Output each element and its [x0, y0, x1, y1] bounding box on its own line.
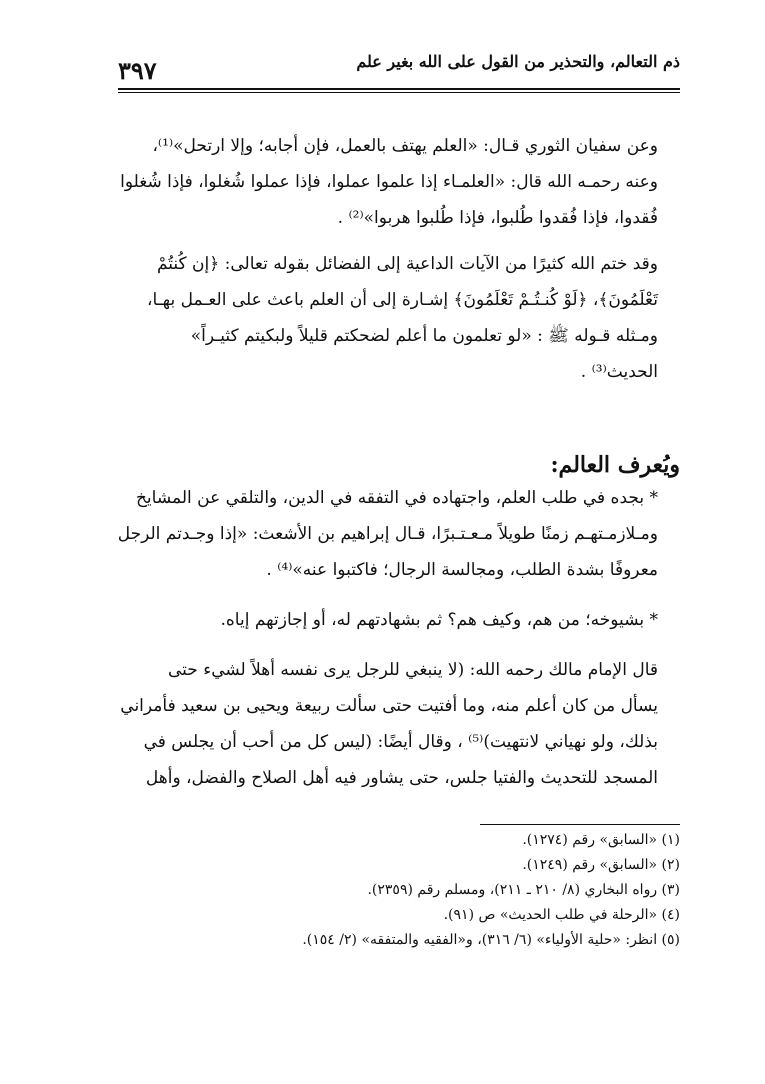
paragraph-shuyukh [85, 602, 680, 638]
paragraph-sufyan [85, 128, 680, 236]
running-header-title: ذم التعالم، والتحذير من القول على الله بغير علم [356, 52, 680, 71]
text-line: بذلك، ولو نهياني لانتهيت)⁽⁵⁾ ، وقال أيضًا: (ليس كل من أحب أن يجلس في [143, 732, 658, 752]
text-line: ومـثله قـوله ﷺ : «لو تعلمون ما أعلم لضحكتم قليلاً ولبكيتم كثيـراً» [190, 326, 658, 346]
footnote-separator [480, 824, 680, 825]
body-section-1 [85, 128, 680, 390]
footnotes [85, 828, 680, 953]
page-number: ٣٩٧ [118, 56, 157, 85]
text-line: وعن سفيان الثوري قـال: «العلم يهتف بالعمل، فإن أجابه؛ وإلا ارتحل»⁽¹⁾، [152, 136, 658, 156]
paragraph-malik [85, 652, 680, 796]
footnote-2: (٢) «السابق» رقم (١٢٤٩). [522, 857, 680, 873]
paragraph-diligence [85, 480, 680, 588]
footnote-5: (٥) انظر: «حلية الأولياء» (٦/ ٣١٦)، و«الفقيه والمتفقه» (٢/ ١٥٤). [302, 932, 680, 948]
footnote-1: (١) «السابق» رقم (١٢٧٤). [522, 832, 680, 848]
text-line: معروفًا بشدة الطلب، ومجالسة الرجال؛ فاكتبوا عنه»⁽⁴⁾ . [266, 560, 658, 580]
text-line: * بجده في طلب العلم، واجتهاده في التفقه في الدين، والتلقي عن المشايخ [135, 488, 658, 508]
text-line: وقد ختم الله كثيرًا من الآيات الداعية إلى الفضائل بقوله تعالى: ﴿إن كُنتُمْ [156, 254, 658, 274]
footnote-4: (٤) «الرحلة في طلب الحديث» ص (٩١). [443, 907, 680, 923]
section-heading: ويُعرف العالم: [550, 452, 680, 478]
footnote-3: (٣) رواه البخاري (٨/ ٢١٠ ـ ٢١١)، ومسلم رقم (٢٣٥٩). [367, 882, 680, 898]
text-line: المسجد للتحديث والفتيا جلس، حتى يشاور فيه أهل الصلاح والفضل، وأهل [145, 768, 658, 788]
text-line: قال الإمام مالك رحمه الله: (لا ينبغي للرجل يرى نفسه أهلاً لشيء حتى [168, 660, 658, 680]
text-line: الحديث⁽³⁾ . [580, 362, 658, 382]
body-section-2 [85, 480, 680, 796]
text-line: ومـلازمـتهـم زمنًا طويلاً مـعـتـبرًا، قـال إبراهيم بن الأشعث: «إذا وجـدتم الرجل [117, 524, 658, 544]
text-line: وعنه رحمـه الله قال: «العلمـاء إذا علموا عملوا، فإذا عملوا شُغلوا، فإذا شُغلوا [120, 172, 658, 192]
text-line: * بشيوخه؛ من هم، وكيف هم؟ ثم بشهادتهم له، أو إجازتهم إياه. [220, 610, 658, 630]
header-rule [118, 88, 680, 90]
text-line: فُقدوا، فإذا فُقدوا طُلبوا، فإذا طُلبوا هربوا»⁽²⁾ . [337, 208, 658, 228]
paragraph-verses [85, 246, 680, 390]
text-line: يسأل من كان أعلم منه، وما أفتيت حتى سألت ربيعة ويحيى بن سعيد فأمراني [120, 696, 658, 716]
text-line: تَعْلَمُونَ﴾، ﴿لَوْ كُنـتُـمْ تَعْلَمُونَ﴾ إشـارة إلى أن العلم باعث على العـمل بهـا، [147, 290, 658, 310]
header-rule-thin [118, 92, 680, 93]
